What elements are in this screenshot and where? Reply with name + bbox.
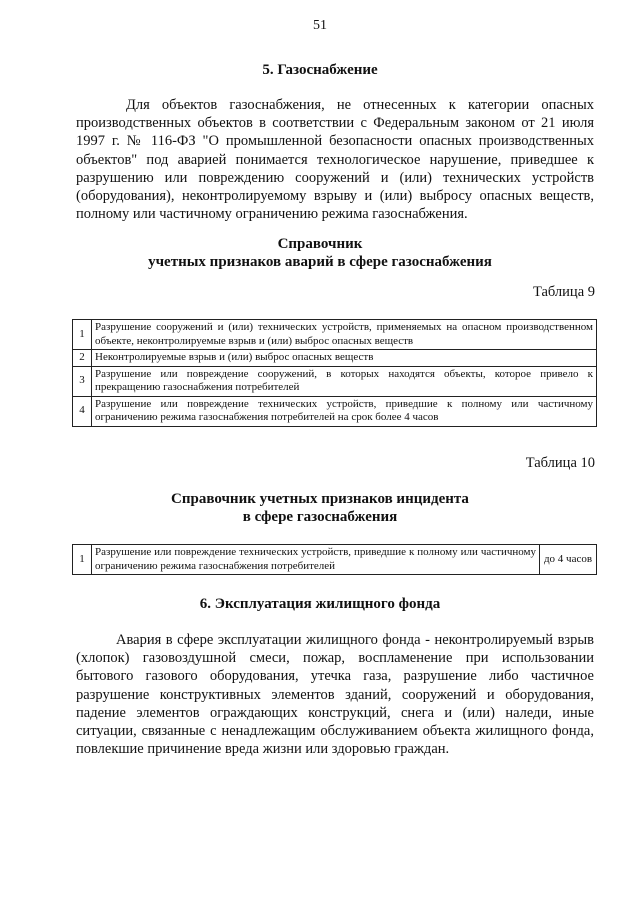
row-number: 3 — [73, 366, 92, 396]
reference-1-title-line-1: Справочник — [277, 236, 363, 252]
reference-1-title — [0, 235, 640, 271]
table-row — [73, 396, 597, 426]
table-row — [73, 320, 597, 350]
section-5-paragraph: Для объектов газоснабжения, не отнесенных к категории опасных производственных объектов в соответствии с Федеральным законом от 21 июля 1997 г. № 116-ФЗ "О промышленной безопасности опасных производственных объектов" под аварией понимается технологическое нарушение, приведшее к разрушению или повреждению сооружений и (или) технических устройств (оборудования), неконтролируемому взрыву и (или) выбросу опасных веществ, полному или частичному ограничению режима газоснабжения. — [76, 97, 594, 223]
row-text: Разрушение сооружений и (или) технических устройств, применяемых на опасном производственном объекте, неконтролируемые взрыв и (или) выброс опасных веществ — [92, 320, 597, 350]
table-row — [73, 545, 597, 575]
row-text: Разрушение или повреждение сооружений, в которых находятся объекты, которое привело к прекращению газоснабжения потребителей — [92, 366, 597, 396]
row-text: Разрушение или повреждение технических устройств, приведшие к полному или частичному ограничению режима газоснабжения потребителей — [92, 545, 540, 575]
section-6-heading: 6. Эксплуатация жилищного фонда — [199, 596, 441, 612]
row-number: 1 — [73, 320, 92, 350]
table-9 — [72, 319, 597, 427]
reference-2-title — [0, 490, 640, 526]
section-5-heading: 5. Газоснабжение — [262, 62, 378, 78]
row-text: Неконтролируемые взрыв и (или) выброс опасных веществ — [92, 350, 597, 367]
table-row — [73, 366, 597, 396]
row-text: Разрушение или повреждение технических устройств, приведшие к полному или частичному ограничению режима газоснабжения потребителей на срок более 4 часов — [92, 396, 597, 426]
section-6-paragraph: Авария в сфере эксплуатации жилищного фонда - неконтролируемый взрыв (хлопок) газовоздушной смеси, пожар, воспламенение при использовании бытового газового оборудования, утечка газа, разрушение либо частичное разрушение конструктивных элементов зданий, сооружений и оборудования, падение элементов ограждающих конструкций, снега и (или) наледи, иные ситуации, связанные с ненадлежащим обслуживанием объекта жилищного фонда, повлекшие причинение вреда жизни или здоровью граждан. — [76, 632, 594, 758]
reference-2-title-line-1: Справочник учетных признаков инцидента — [171, 491, 469, 507]
table-row — [73, 350, 597, 367]
reference-1-title-line-2: учетных признаков аварий в сфере газоснабжения — [148, 254, 492, 270]
row-number: 1 — [73, 545, 92, 575]
page-number: 51 — [313, 18, 327, 33]
row-duration: до 4 часов — [540, 545, 597, 575]
row-number: 4 — [73, 396, 92, 426]
table-9-caption: Таблица 9 — [532, 284, 595, 300]
table-10-caption: Таблица 10 — [525, 455, 595, 471]
row-number: 2 — [73, 350, 92, 367]
reference-2-title-line-2: в сфере газоснабжения — [242, 509, 398, 525]
table-10 — [72, 544, 597, 575]
